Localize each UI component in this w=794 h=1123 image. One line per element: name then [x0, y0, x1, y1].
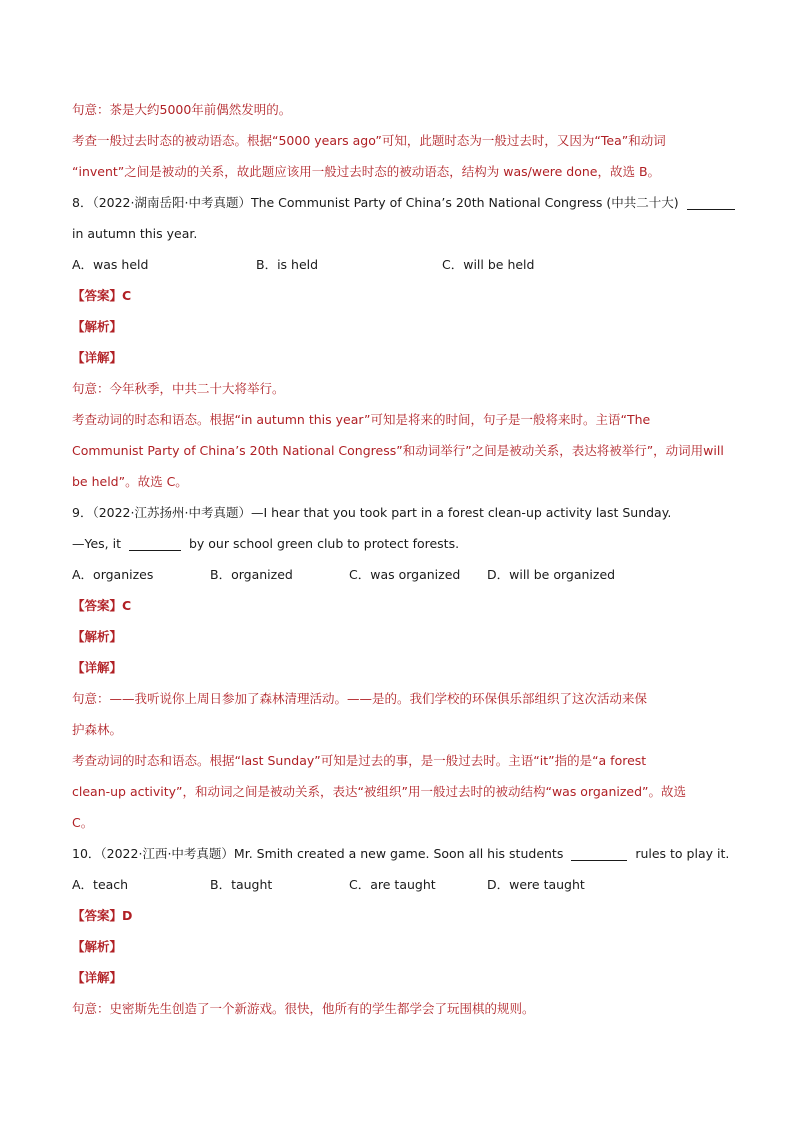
analysis-line: 考查动词的时态和语态。根据“last Sunday”可知是过去的事，是一般过去时。主语“it”指的是“a forest: [72, 753, 647, 768]
question-stem-text: rules to play it.: [635, 846, 730, 861]
analysis-line: clean-up activity”，和动词之间是被动关系，表达“被组织”用一般过去时的被动结构“was organized”。故选: [72, 784, 687, 799]
analysis-line: “invent”之间是被动的关系，故此题应该用一般过去时态的被动语态，结构为 was/were done，故选 B。: [72, 164, 661, 179]
option-a: A．teach: [72, 877, 129, 892]
option-c: C．was organized: [349, 567, 461, 582]
jiexi-label: 【解析】: [72, 939, 123, 954]
options-row: [72, 559, 722, 590]
answer-blank: [129, 536, 181, 551]
question-stem: 9．（2022·江苏扬州·中考真题）—I hear that you took part in a forest clean-up activity last Sunday.: [72, 505, 672, 520]
translation-line: 护森林。: [72, 722, 123, 737]
analysis-line: C。: [72, 815, 94, 830]
jiexi-label: 【解析】: [72, 629, 123, 644]
question-stem-cont: [72, 528, 722, 559]
document-page: [72, 94, 730, 1024]
question-stem-text: by our school green club to protect forests.: [188, 536, 460, 551]
answer-blank: [571, 846, 627, 861]
question-stem-text: 8．（2022·湖南岳阳·中考真题）The Communist Party of China’s 20th National Congress (中共二十大): [72, 195, 679, 210]
question-stem-text: —Yes, it: [72, 536, 121, 551]
options-row: [72, 869, 722, 900]
xiangjie-label: 【详解】: [72, 970, 123, 985]
answer-label: 【答案】C: [72, 598, 132, 613]
xiangjie-label: 【详解】: [72, 350, 123, 365]
xiangjie-label: 【详解】: [72, 660, 123, 675]
option-d: D．will be organized: [487, 567, 616, 582]
option-b: B．is held: [256, 257, 319, 272]
option-c: C．are taught: [349, 877, 436, 892]
translation-line: 句意：茶是大约5000年前偶然发明的。: [72, 102, 292, 117]
option-c: C．will be held: [442, 257, 535, 272]
analysis-line: 考查动词的时态和语态。根据“in autumn this year”可知是将来的时间，句子是一般将来时。主语“The: [72, 412, 651, 427]
question-stem-text: 10．（2022·江西·中考真题）Mr. Smith created a new game. Soon all his students: [72, 846, 564, 861]
translation-line: 句意：今年秋季，中共二十大将举行。: [72, 381, 285, 396]
translation-line: 句意：——我听说你上周日参加了森林清理活动。——是的。我们学校的环保俱乐部组织了这次活动来保: [72, 691, 648, 706]
question-stem: [72, 187, 722, 218]
option-d: D．were taught: [487, 877, 585, 892]
answer-blank: [687, 195, 735, 210]
analysis-line: 考查一般过去时态的被动语态。根据“5000 years ago”可知，此题时态为一般过去时，又因为“Tea”和动词: [72, 133, 666, 148]
option-a: A．organizes: [72, 567, 154, 582]
question-stem-cont: in autumn this year.: [72, 226, 198, 241]
option-b: B．organized: [210, 567, 293, 582]
option-a: A．was held: [72, 257, 149, 272]
answer-label: 【答案】D: [72, 908, 133, 923]
analysis-line: Communist Party of China’s 20th National Congress”和动词举行”之间是被动关系，表达将被举行”，动词用will: [72, 443, 724, 458]
analysis-line: be held”。故选 C。: [72, 474, 188, 489]
translation-line: 句意：史密斯先生创造了一个新游戏。很快，他所有的学生都学会了玩围棋的规则。: [72, 1001, 535, 1016]
options-row: [72, 249, 722, 280]
jiexi-label: 【解析】: [72, 319, 123, 334]
option-b: B．taught: [210, 877, 273, 892]
answer-label: 【答案】C: [72, 288, 132, 303]
question-stem: [72, 838, 730, 869]
